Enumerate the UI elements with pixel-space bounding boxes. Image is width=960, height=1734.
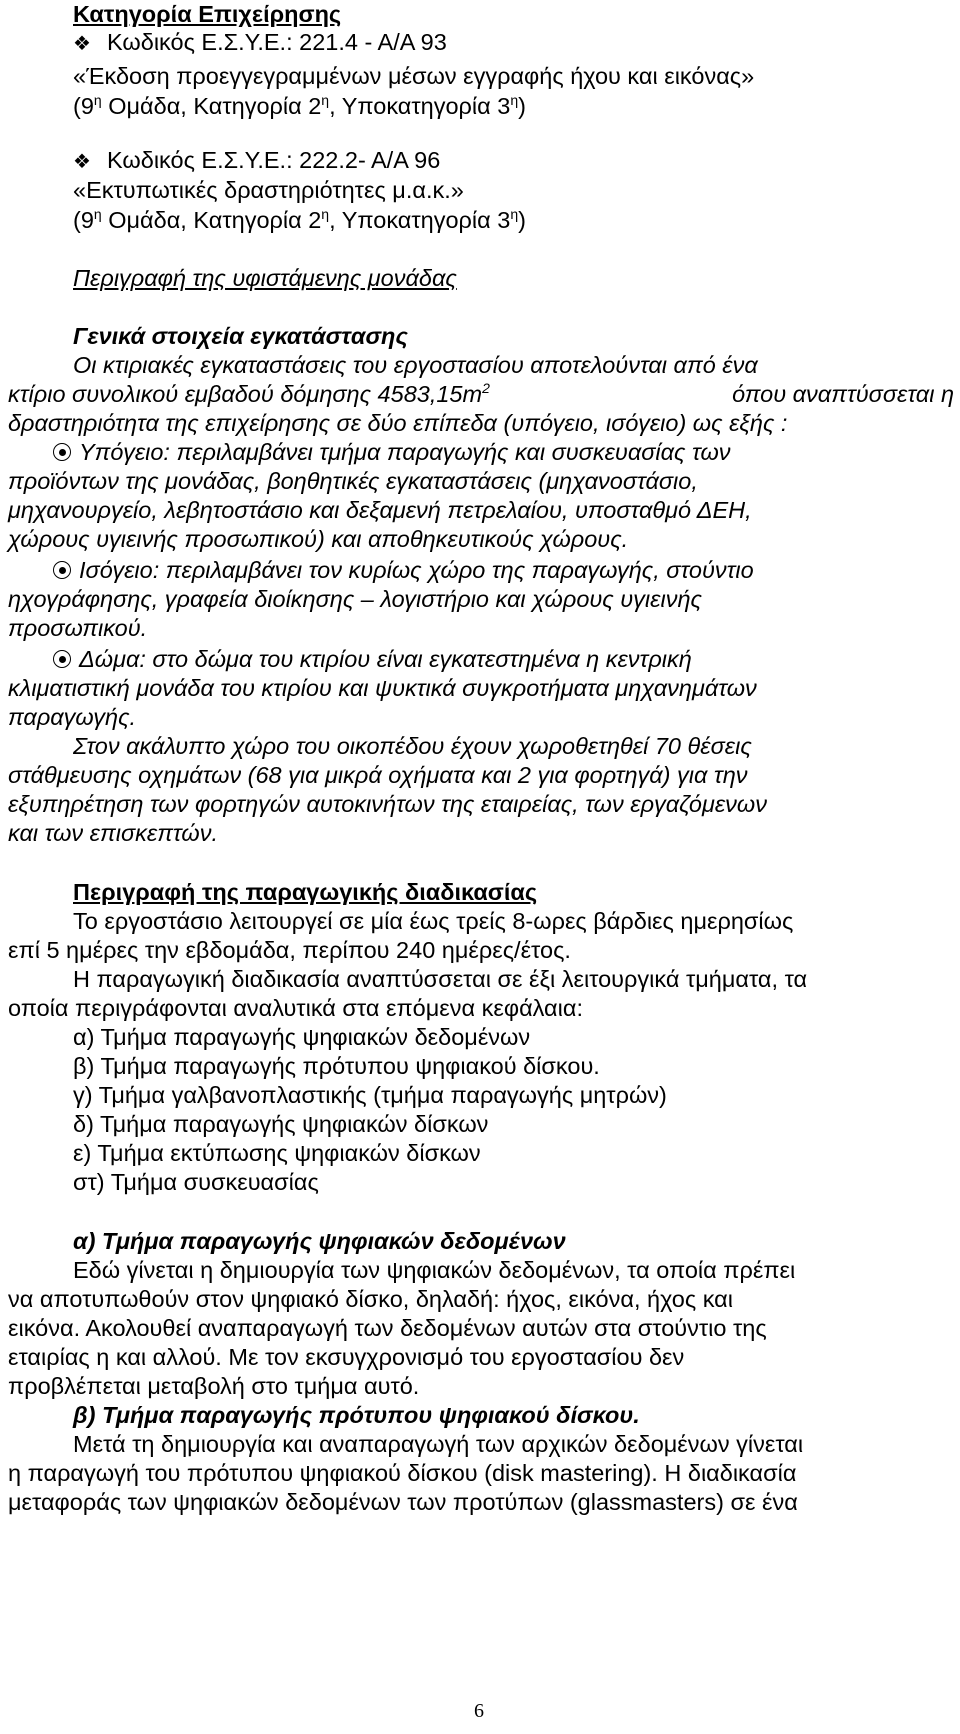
ground-line-2: ηχογράφησης, γραφεία διοίκησης – λογιστήριο και χώρους υγιεινής <box>8 586 702 612</box>
shifts-line-1: Το εργοστάσιο λειτουργεί σε μία έως τρείς 8-ωρες βάρδιες ημερησίως <box>73 908 794 934</box>
section-b-heading: β) Τμήμα παραγωγής πρότυπου ψηφιακού δίσκου. <box>73 1402 640 1428</box>
code-1-desc: «Έκδοση προεγγεγραμμένων μέσων εγγραφής ήχου και εικόνας» <box>73 63 755 89</box>
section-a-line-3: εικόνα. Ακολουθεί αναπαραγωγή των δεδομένων αυτών στα στούντιο της <box>8 1315 767 1341</box>
round-bullet-icon <box>53 443 71 461</box>
basement-line-1: Υπόγειο: περιλαμβάνει τμήμα παραγωγής και συσκευασίας των <box>53 438 954 466</box>
sections-intro-line-1: Η παραγωγική διαδικασία αναπτύσσεται σε έξι λειτουργικά τμήματα, τα <box>73 966 808 992</box>
diamond-bullet-icon: ❖ <box>73 151 91 173</box>
parking-line-1: Στον ακάλυπτο χώρο του οικοπέδου έχουν χωροθετηθεί 70 θέσεις <box>73 733 752 759</box>
section-list-item: στ) Τμήμα συσκευασίας <box>73 1169 319 1195</box>
code-1-line <box>73 28 447 58</box>
code-1: Κωδικός Ε.Σ.Υ.Ε.: 221.4 - Α/Α 93 <box>107 29 447 55</box>
roof-line-3: παραγωγής. <box>8 704 137 730</box>
section-a-line-1: Εδώ γίνεται η δημιουργία των ψηφιακών δεδομένων, τα οποία πρέπει <box>73 1257 796 1283</box>
round-bullet-icon <box>53 650 71 668</box>
section-list-item: α) Τμήμα παραγωγής ψηφιακών δεδομένων <box>73 1024 531 1050</box>
sections-intro-line-2: οποία περιγράφονται αναλυτικά στα επόμενα κεφάλαια: <box>8 995 583 1021</box>
code-2-group: ($9^\eta$ Ομάδα, Κατηγορία $2^\eta$, Υποκατηγορία $3^\eta$) <box>73 206 526 233</box>
code-1-group: ($9^\eta$ Ομάδα, Κατηγορία $2^\eta$, Υποκατηγορία $3^\eta$) <box>73 92 526 119</box>
parking-line-3: εξυπηρέτηση των φορτηγών αυτοκινήτων της εταιρείας, των εργαζόμενων <box>8 791 767 817</box>
section-b-line-2: η παραγωγή του πρότυπου ψηφιακού δίσκου (disk mastering). Η διαδικασία <box>8 1460 797 1486</box>
shifts-line-2: επί 5 ημέρες την εβδομάδα, περίπου 240 ημέρες/έτος. <box>8 937 571 963</box>
unit-heading: Περιγραφή της υφιστάμενης μονάδας <box>73 265 457 291</box>
ground-line-1: Ισόγειο: περιλαμβάνει τον κυρίως χώρο της παραγωγής, στούντιο <box>53 556 754 584</box>
roof-line-2: κλιματιστική μονάδα του κτιρίου και ψυκτικά συγκροτήματα μηχανημάτων <box>8 675 757 701</box>
intro-line-1: Οι κτιριακές εγκαταστάσεις του εργοστασίου αποτελούνται από ένα <box>73 352 758 378</box>
process-heading: Περιγραφή της παραγωγικής διαδικασίας <box>73 879 538 905</box>
parking-line-4: και των επισκεπτών. <box>8 820 218 846</box>
section-a-line-4: εταιρίας η και αλλού. Με τον εκσυγχρονισμό του εργοστασίου δεν <box>8 1344 685 1370</box>
intro-line-3: δραστηριότητα της επιχείρησης σε δύο επίπεδα (υπόγειο, ισόγειο) ως εξής : <box>8 410 788 436</box>
parking-line-2: στάθμευσης οχημάτων (68 για μικρά οχήματα και 2 για φορτηγά) για την <box>8 762 748 788</box>
document-page <box>8 0 954 1734</box>
section-a-line-5: προβλέπεται μεταβολή στο τμήμα αυτό. <box>8 1373 420 1399</box>
section-a-heading: α) Τμήμα παραγωγής ψηφιακών δεδομένων <box>73 1228 566 1254</box>
basement-line-4: χώρους υγιεινής προσωπικού) και αποθηκευτικούς χώρους. <box>8 526 629 552</box>
section-list-item: δ) Τμήμα παραγωγής ψηφιακών δίσκων <box>73 1111 489 1137</box>
section-list-item: ε) Τμήμα εκτύπωσης ψηφιακών δίσκων <box>73 1140 481 1166</box>
code-2-desc: «Εκτυπωτικές δραστηριότητες μ.α.κ.» <box>73 177 464 203</box>
page-number: 6 <box>474 1700 484 1722</box>
basement-line-3: μηχανουργείο, λεβητοστάσιο και δεξαμενή πετρελαίου, υποσταθμό ΔΕΗ, <box>8 497 752 523</box>
section-list-item: γ) Τμήμα γαλβανοπλαστικής (τμήμα παραγωγής μητρών) <box>73 1082 667 1108</box>
diamond-bullet-icon: ❖ <box>73 33 91 55</box>
intro-line-2: κτίριο συνολικού εμβαδού δόμησης $4583,15m^2$ όπου αναπτύσσεται η <box>8 380 954 407</box>
round-bullet-icon <box>53 561 71 579</box>
general-data-heading: Γενικά στοιχεία εγκατάστασης <box>73 323 408 349</box>
code-2-line <box>73 146 440 176</box>
basement-line-2: προϊόντων της μονάδας, βοηθητικές εγκαταστάσεις (μηχανοστάσιο, <box>8 468 698 494</box>
section-b-line-1: Μετά τη δημιουργία και αναπαραγωγή των αρχικών δεδομένων γίνεται <box>73 1431 804 1457</box>
category-title: Κατηγορία Επιχείρησης <box>73 1 342 27</box>
section-a-line-2: να αποτυπωθούν στον ψηφιακό δίσκο, δηλαδή: ήχος, εικόνα, ήχος και <box>8 1286 733 1312</box>
roof-line-1: Δώμα: στο δώμα του κτιρίου είναι εγκατεστημένα η κεντρική <box>53 645 692 673</box>
section-b-line-3: μεταφοράς των ψηφιακών δεδομένων των προτύπων (glassmasters) σε ένα <box>8 1489 798 1515</box>
ground-line-3: προσωπικού. <box>8 615 148 641</box>
section-list-item: β) Τμήμα παραγωγής πρότυπου ψηφιακού δίσκου. <box>73 1053 600 1079</box>
code-2: Κωδικός Ε.Σ.Υ.Ε.: 222.2- Α/Α 96 <box>107 147 441 173</box>
